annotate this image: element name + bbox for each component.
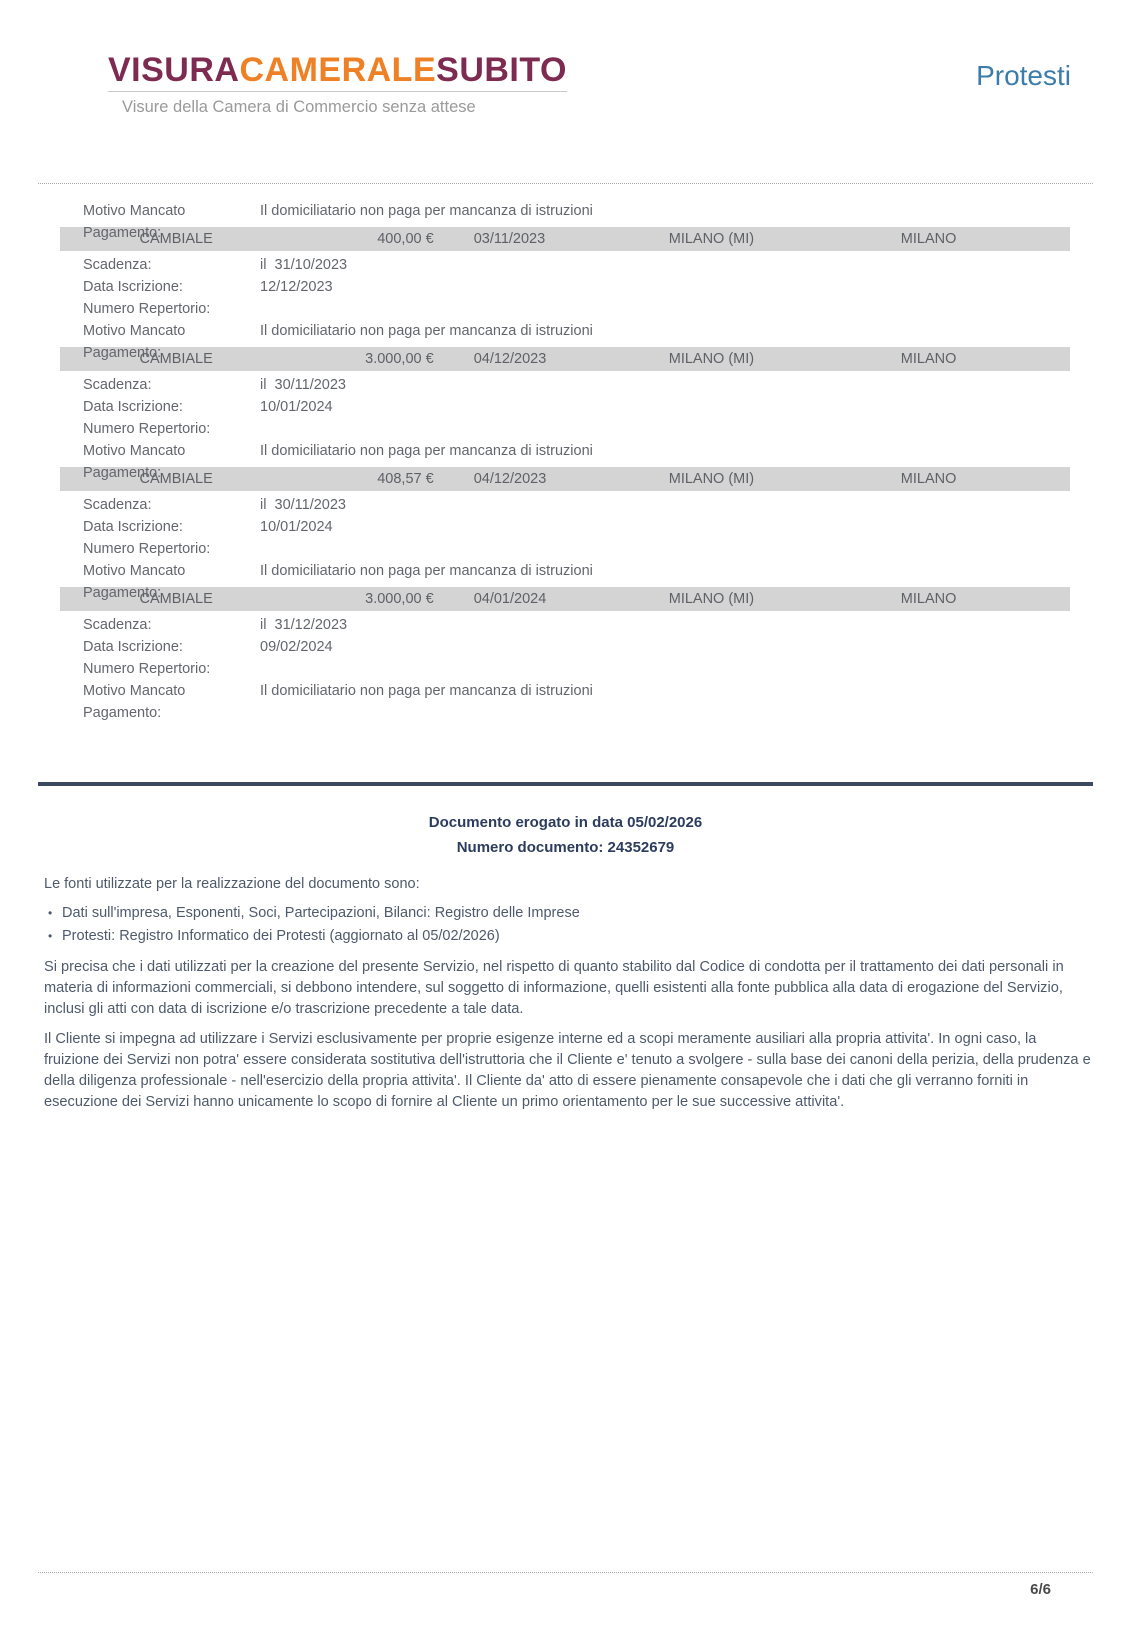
record-type: CAMBIALE: [139, 591, 213, 607]
logo-tagline: Visure della Camera di Commercio senza attese: [122, 98, 476, 116]
footer-dotted-divider: [38, 1572, 1093, 1573]
motivo-label: Motivo Mancato Pagamento:: [83, 203, 186, 241]
section-divider: [38, 782, 1093, 786]
scadenza-label: Scadenza:: [83, 617, 152, 633]
data-iscrizione-value: 09/02/2024: [260, 639, 333, 655]
data-iscrizione-label: Data Iscrizione:: [83, 279, 183, 295]
record-type: CAMBIALE: [139, 471, 213, 487]
record-repertorio-row: [60, 298, 1070, 320]
record-date: 04/01/2024: [473, 591, 547, 607]
record-scadenza-row: [60, 614, 1070, 636]
legal-paragraph-1: Si precisa che i dati utilizzati per la creazione del presente Servizio, nel rispetto di quanto stabilito dal Codice di condotta per il trattamento dei dati personali in materia di informazioni commerciali, si debbono intendere, sul soggetto di informazione, quelli esistenti alla fonte pubblica alla data di erogazione del Servizio, inclusi gli atti con data di iscrizione e/o trascrizione precedente a tale data.: [44, 959, 1064, 1017]
motivo-label: Motivo Mancato Pagamento:: [83, 443, 186, 481]
record-place: MILANO (MI): [668, 351, 755, 367]
record-iscrizione-row: [60, 516, 1070, 538]
list-item: [44, 902, 1093, 925]
legal-paragraph-2: Il Cliente si impegna ad utilizzare i Servizi esclusivamente per proprie esigenze interne ed a scopi meramente ausiliari alla propria attivita'. In ogni caso, la fruizione dei Servizi non potra' essere considerata sostitutiva dell'istruttoria che il Cliente e' tenuto a svolgere - sulla base dei canoni della perizia, della prudenza e della diligenza professionale - nell'esercizio della propria attivita'. Il Cliente da' atto di essere pienamente consapevole che i dati che gli verranno forniti in esecuzione dei Servizi hanno unicamente lo scopo di fornire al Cliente un primo orientamento per le sue successive attivita'.: [44, 1031, 1091, 1110]
record-iscrizione-row: [60, 396, 1070, 418]
page-footer: [38, 1572, 1093, 1598]
record-date: 04/12/2023: [473, 351, 547, 367]
motivo-label: Motivo Mancato Pagamento:: [83, 683, 186, 721]
top-dotted-divider: [38, 183, 1093, 184]
record-amount: 400,00 €: [377, 231, 434, 247]
record-city: MILANO: [900, 231, 957, 247]
scadenza-label: Scadenza:: [83, 257, 152, 273]
logo-part-visura: VISURA: [108, 51, 240, 89]
record-place: MILANO (MI): [668, 591, 755, 607]
motivo-label: Motivo Mancato Pagamento:: [83, 563, 186, 601]
numero-repertorio-label: Numero Repertorio:: [83, 541, 211, 557]
record-repertorio-row: [60, 658, 1070, 680]
logo-divider: [108, 91, 567, 92]
logo: [108, 52, 567, 117]
bullet-icon: •: [48, 929, 53, 943]
motivo-value: Il domiciliatario non paga per mancanza di istruzioni: [260, 323, 593, 339]
record-repertorio-row: [60, 418, 1070, 440]
record-place: MILANO (MI): [668, 231, 755, 247]
data-iscrizione-value: 10/01/2024: [260, 399, 333, 415]
motivo-value: Il domiciliatario non paga per mancanza di istruzioni: [260, 443, 593, 459]
header: [38, 52, 1093, 117]
record-header-bar: [60, 467, 1070, 491]
numero-repertorio-label: Numero Repertorio:: [83, 421, 211, 437]
motivo-value: Il domiciliatario non paga per mancanza di istruzioni: [260, 203, 593, 219]
list-item: [44, 925, 1093, 948]
source-text: Dati sull'impresa, Esponenti, Soci, Partecipazioni, Bilanci: Registro delle Imprese: [62, 905, 580, 921]
record-amount: 3.000,00 €: [365, 591, 434, 607]
document-page: [0, 52, 1131, 1652]
record-header-bar: [60, 347, 1070, 371]
page-number: 6/6: [1030, 1581, 1051, 1598]
scadenza-value: il 30/11/2023: [260, 497, 346, 513]
record-date: 04/12/2023: [473, 471, 547, 487]
motivo-value: Il domiciliatario non paga per mancanza di istruzioni: [260, 683, 593, 699]
record-scadenza-row: [60, 374, 1070, 396]
record-city: MILANO: [900, 471, 957, 487]
record-header-bar: [60, 227, 1070, 251]
record-scadenza-row: [60, 494, 1070, 516]
data-iscrizione-value: 12/12/2023: [260, 279, 333, 295]
sources-intro: Le fonti utilizzate per la realizzazione del documento sono:: [44, 876, 420, 892]
document-number-line: Numero documento: 24352679: [456, 839, 675, 856]
data-iscrizione-label: Data Iscrizione:: [83, 639, 183, 655]
data-iscrizione-value: 10/01/2024: [260, 519, 333, 535]
data-iscrizione-label: Data Iscrizione:: [83, 519, 183, 535]
record-place: MILANO (MI): [668, 471, 755, 487]
logo-part-camerale: CAMERALE: [239, 51, 437, 89]
page-title: Protesti: [976, 60, 1071, 91]
motivo-label: Motivo Mancato Pagamento:: [83, 323, 186, 361]
document-info: [38, 810, 1093, 860]
record-city: MILANO: [900, 351, 957, 367]
record-iscrizione-row: [60, 636, 1070, 658]
record-type: CAMBIALE: [139, 231, 213, 247]
protest-records: [60, 200, 1070, 721]
document-issued-line: Documento erogato in data 05/02/2026: [428, 814, 703, 831]
sources-list: [44, 902, 1093, 948]
record-scadenza-row: [60, 254, 1070, 276]
record-type: CAMBIALE: [139, 351, 213, 367]
data-iscrizione-label: Data Iscrizione:: [83, 399, 183, 415]
scadenza-value: il 31/12/2023: [260, 617, 348, 633]
bullet-icon: •: [48, 906, 53, 920]
source-text: Protesti: Registro Informatico dei Protesti (aggiornato al 05/02/2026): [62, 928, 500, 944]
record-repertorio-row: [60, 538, 1070, 560]
logo-part-subito: SUBITO: [436, 51, 567, 89]
record-date: 03/11/2023: [473, 231, 546, 247]
scadenza-label: Scadenza:: [83, 377, 152, 393]
motivo-value: Il domiciliatario non paga per mancanza di istruzioni: [260, 563, 593, 579]
record-motivo-row: [60, 680, 1070, 721]
numero-repertorio-label: Numero Repertorio:: [83, 661, 211, 677]
numero-repertorio-label: Numero Repertorio:: [83, 301, 211, 317]
record-header-bar: [60, 587, 1070, 611]
scadenza-value: il 30/11/2023: [260, 377, 346, 393]
record-amount: 408,57 €: [377, 471, 434, 487]
scadenza-value: il 31/10/2023: [260, 257, 348, 273]
scadenza-label: Scadenza:: [83, 497, 152, 513]
record-city: MILANO: [900, 591, 957, 607]
record-amount: 3.000,00 €: [365, 351, 434, 367]
record-iscrizione-row: [60, 276, 1070, 298]
logo-wordmark: [108, 52, 567, 88]
protest-record: [60, 587, 1070, 721]
